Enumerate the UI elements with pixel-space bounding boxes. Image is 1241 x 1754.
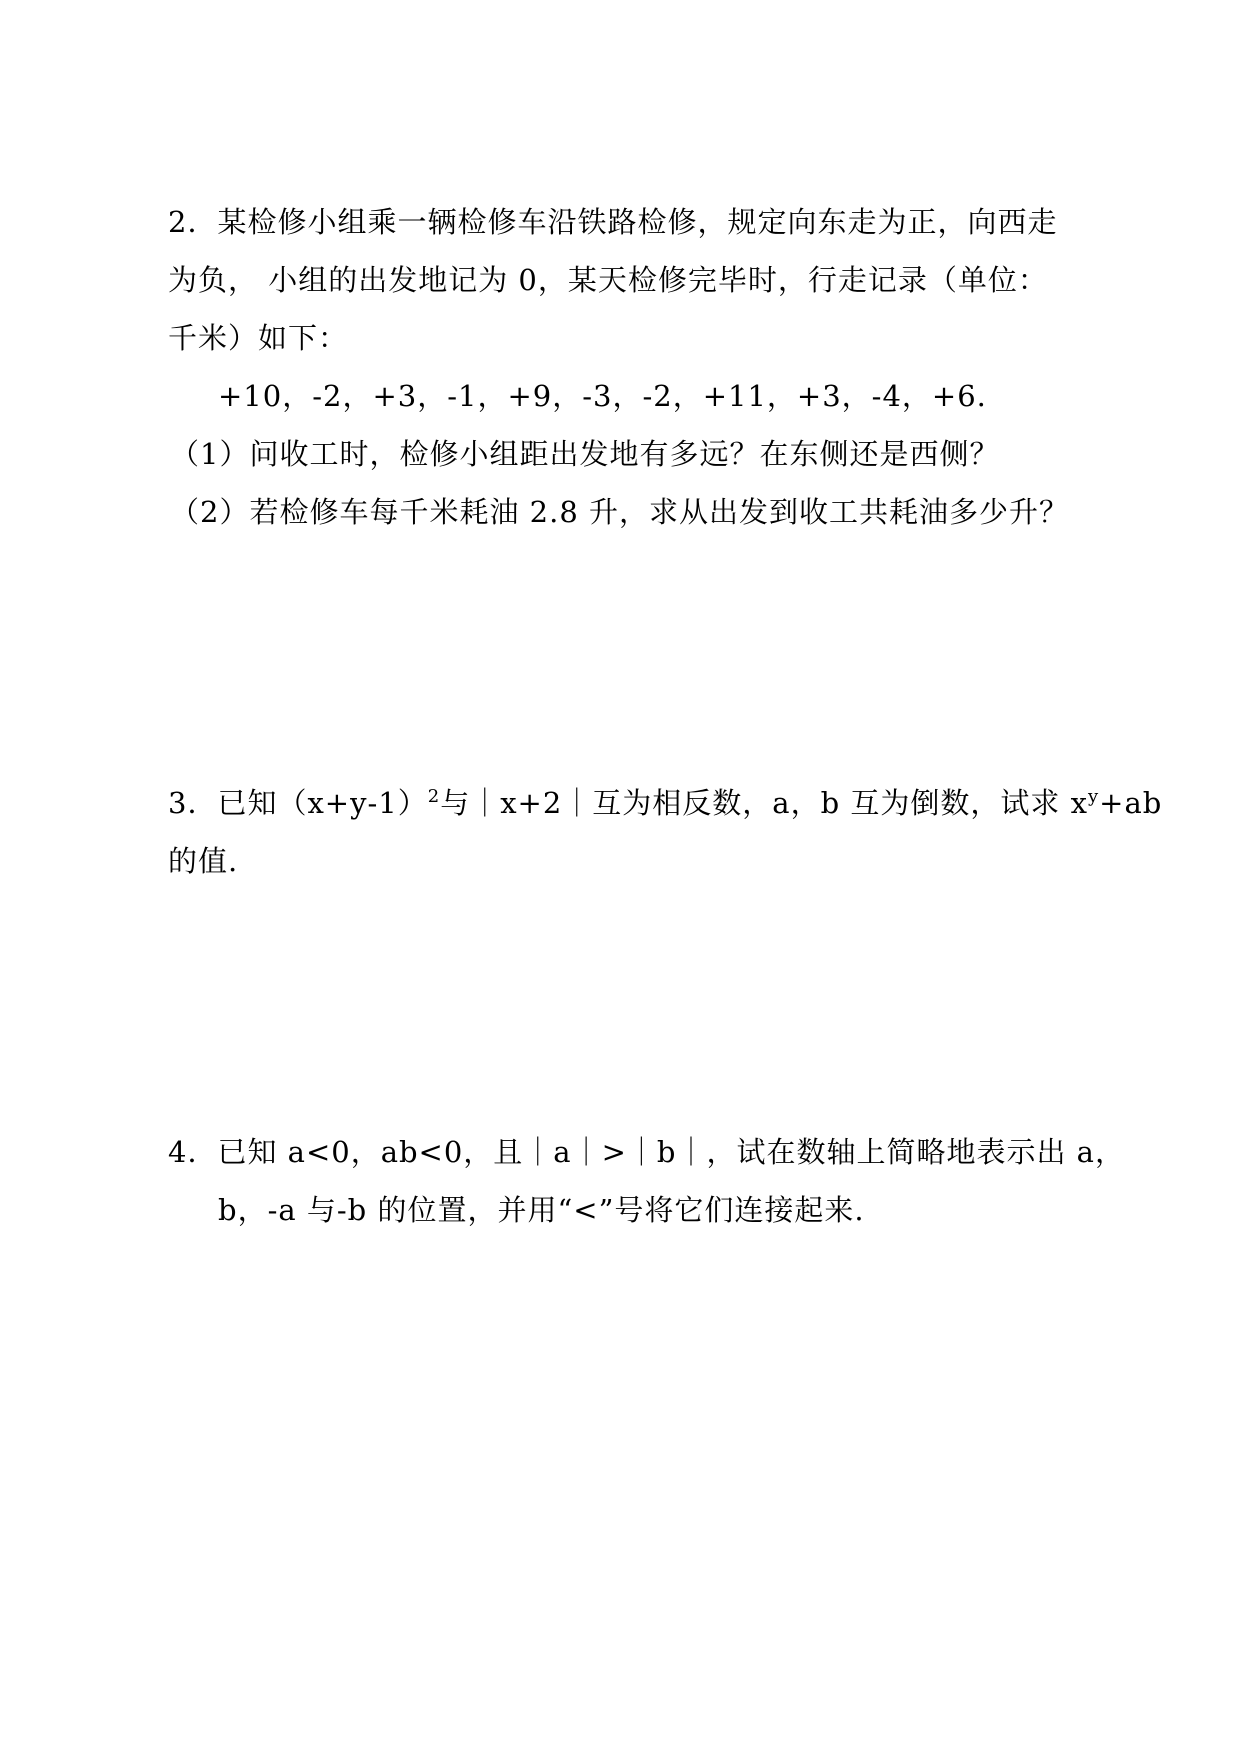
q4-line-1: 4．已知 a<0，ab<0，且｜a｜>｜b｜，试在数轴上简略地表示出 a， (168, 1135, 1125, 1169)
q3-y-exponent: y (1087, 786, 1100, 807)
q3-text-b: 与｜x+2｜互为相反数，a，b 互为倒数，试求 x (440, 786, 1088, 820)
q2-line-2: 为负， 小组的出发地记为 0，某天检修完毕时，行走记录（单位： (168, 263, 1048, 297)
q3-line-2: 的值. (168, 844, 239, 878)
q3-text-c: +ab (1099, 786, 1163, 820)
q3-line-1 (168, 786, 1162, 820)
q2-line-1: 2．某检修小组乘一辆检修车沿铁路检修，规定向东走为正，向西走 (168, 205, 1058, 239)
q3-text-a: 3．已知（x+y-1） (168, 786, 428, 820)
q2-line-3: 千米）如下： (168, 321, 349, 355)
q2-travel-record: +10，-2，+3，-1，+9，-3，-2，+11，+3，-4，+6. (218, 379, 987, 413)
q2-subquestion-2: （2）若检修车每千米耗油 2.8 升，求从出发到收工共耗油多少升？ (170, 495, 1070, 529)
q4-line-2: b，-a 与-b 的位置，并用“<”号将它们连接起来. (218, 1193, 865, 1227)
q3-square-exponent: 2 (427, 786, 441, 807)
q2-subquestion-1: （1）问收工时，检修小组距出发地有多远？在东侧还是西侧？ (170, 437, 1000, 471)
